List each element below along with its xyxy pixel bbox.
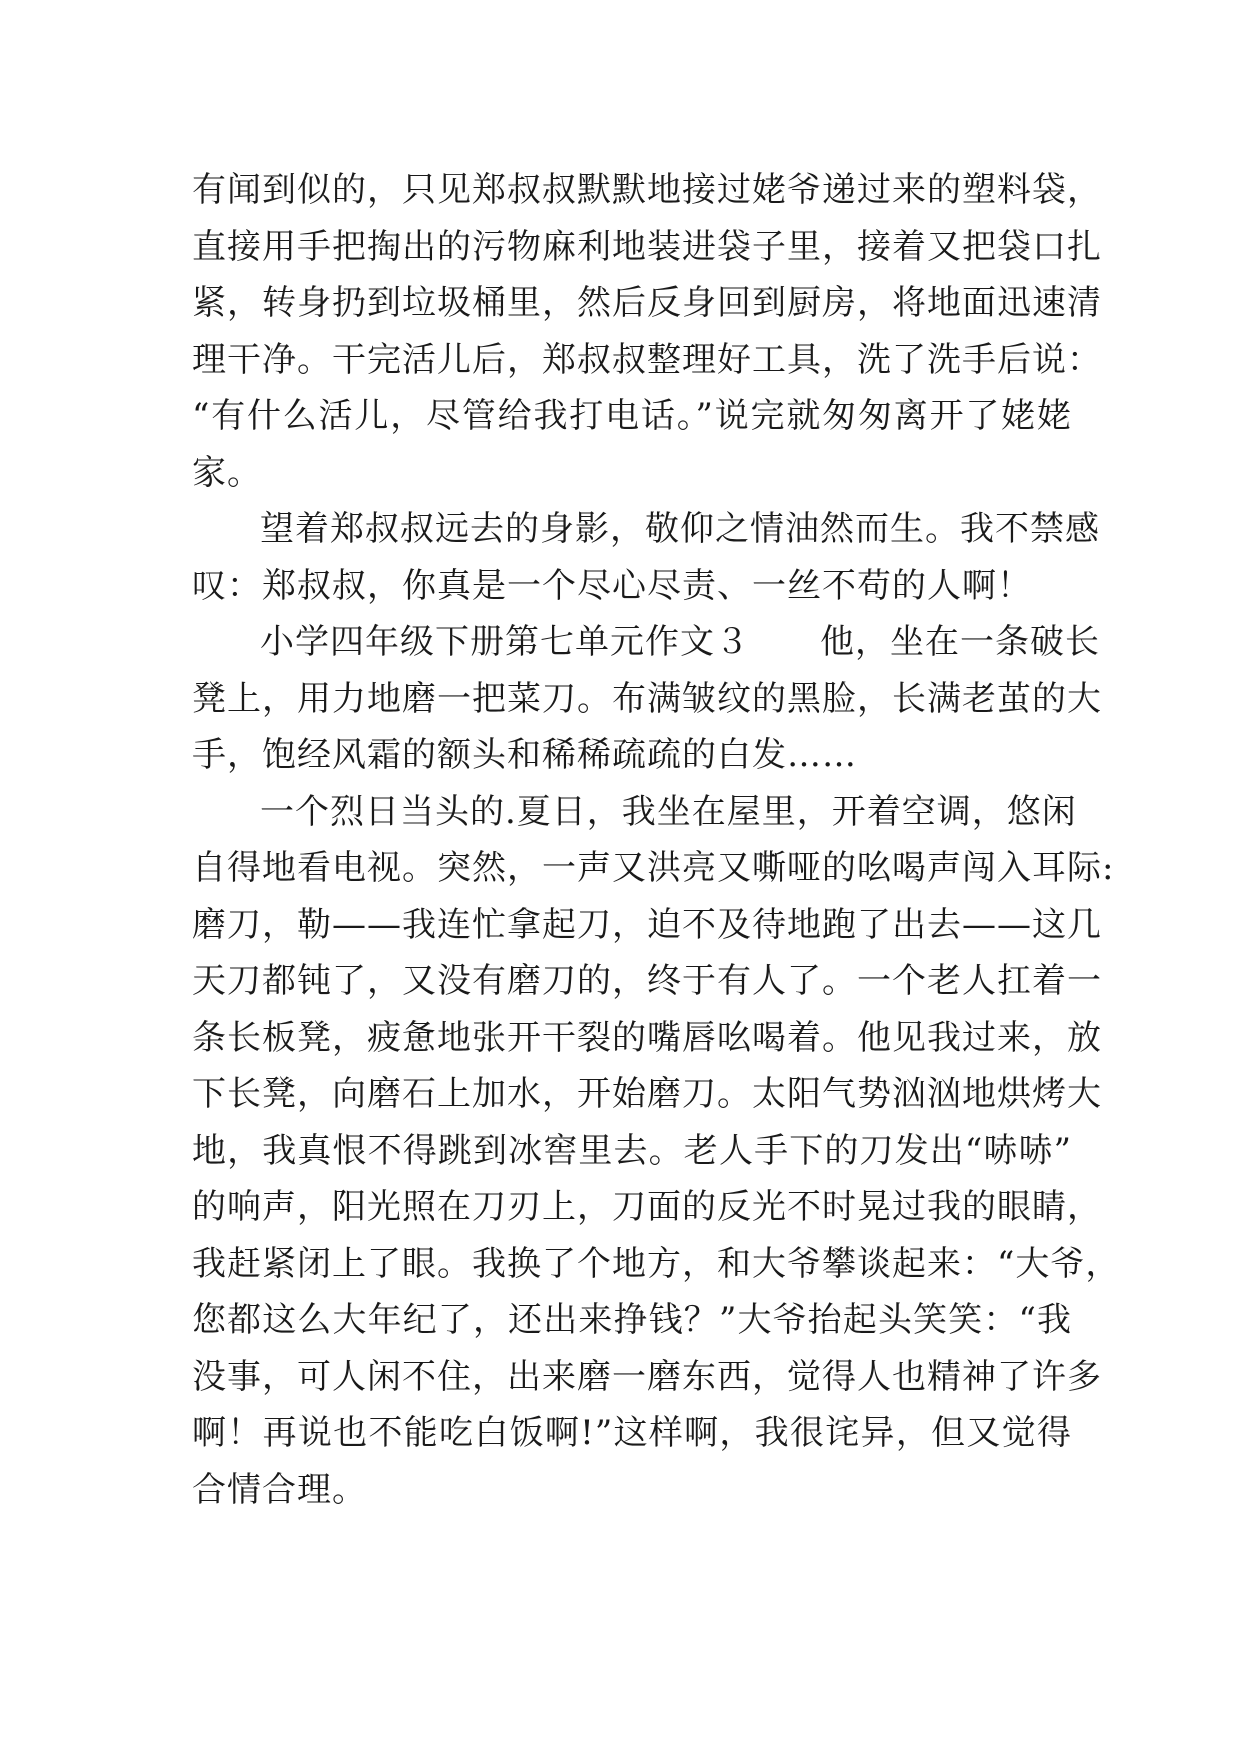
- text-line: 地，我真恨不得跳到冰窖里去。老人手下的刀发出“哧哧”: [192, 1130, 1072, 1171]
- text-line: 啊！再说也不能吃白饭啊!”这样啊，我很诧异，但又觉得: [192, 1413, 1072, 1453]
- text-line: 理干净。干完活儿后，郑叔叔整理好工具，洗了洗手后说：: [192, 339, 1102, 380]
- text-line: 没事，可人闲不住，出来磨一磨东西，觉得人也精神了许多: [192, 1356, 1102, 1397]
- text-line: 的响声，阳光照在刀刃上，刀面的反光不时晃过我的眼睛，: [192, 1187, 1102, 1227]
- text-line: 磨刀，勒——我连忙拿起刀，迫不及待地跑了出去——这几: [192, 904, 1102, 945]
- text-line: “有什么活儿，尽管给我打电话。”说完就匆匆离开了姥姥: [192, 396, 1072, 436]
- text-line: 您都这么大年纪了，还出来挣钱？”大爷抬起头笑笑：“我: [192, 1300, 1072, 1340]
- text-line: 凳上，用力地磨一把菜刀。布满皱纹的黑脸，长满老茧的大: [192, 678, 1102, 719]
- text-line: 紧，转身扔到垃圾桶里，然后反身回到厨房，将地面迅速清: [192, 283, 1102, 323]
- text-line: 望着郑叔叔远去的身影，敬仰之情油然而生。我不禁感: [260, 509, 1100, 549]
- text-line: 叹：郑叔叔，你真是一个尽心尽责、一丝不苟的人啊！: [192, 565, 1032, 606]
- text-line: 小学四年级下册第七单元作文３ 他，坐在一条破长: [260, 622, 1100, 662]
- document-body: [192, 162, 1121, 1518]
- text-line: 天刀都钝了，又没有磨刀的，终于有人了。一个老人扛着一: [192, 961, 1102, 1001]
- text-line: 合情合理。: [192, 1469, 367, 1510]
- text-line: 有闻到似的，只见郑叔叔默默地接过姥爷递过来的塑料袋，: [192, 170, 1102, 210]
- text-line: 直接用手把掏出的污物麻利地装进袋子里，接着又把袋口扎: [192, 226, 1102, 267]
- text-line: 条长板凳，疲惫地张开干裂的嘴唇吆喝着。他见我过来，放: [192, 1017, 1102, 1058]
- text-line: 我赶紧闭上了眼。我换了个地方，和大爷攀谈起来：“大爷，: [192, 1243, 1121, 1284]
- text-line: 一个烈日当头的.夏日，我坐在屋里，开着空调，悠闲: [260, 791, 1077, 832]
- text-line: 家。: [192, 452, 262, 493]
- text-line: 自得地看电视。突然，一声又洪亮又嘶哑的吆喝声闯入耳际:: [192, 848, 1115, 888]
- text-line: 下长凳，向磨石上加水，开始磨刀。太阳气势汹汹地烘烤大: [192, 1074, 1102, 1114]
- text-line: 手，饱经风霜的额头和稀稀疏疏的白发……: [192, 735, 857, 775]
